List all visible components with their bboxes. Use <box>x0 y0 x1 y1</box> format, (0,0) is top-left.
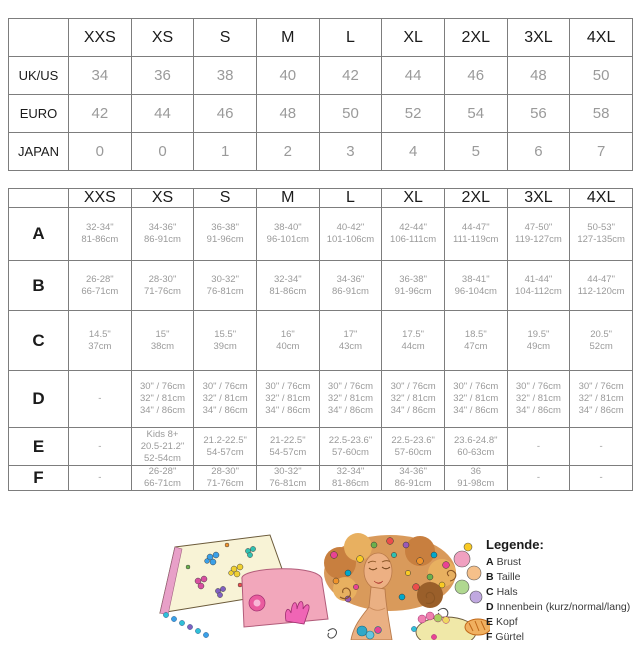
legend-key: B <box>486 571 494 583</box>
table-cell: 40 <box>256 57 319 95</box>
table-cell: 19.5" 49cm <box>507 311 570 371</box>
table-cell: 20.5" 52cm <box>570 311 633 371</box>
column-header-2xl: 2XL <box>444 19 507 57</box>
row-label: D <box>9 371 69 428</box>
table-cell: 42 <box>319 57 382 95</box>
table-row-euro <box>9 95 633 133</box>
table-cell: 50 <box>570 57 633 95</box>
table-cell: 1 <box>194 133 257 171</box>
table-cell: 28-30" 71-76cm <box>194 466 257 491</box>
table-cell: - <box>69 371 132 428</box>
table-cell: 6 <box>507 133 570 171</box>
table-cell: 50 <box>319 95 382 133</box>
table-cell: 30" / 76cm 32" / 81cm 34" / 86cm <box>131 371 194 428</box>
table-cell: 44 <box>382 57 445 95</box>
legend-item-d: D Innenbein (kurz/normal/lang) <box>486 601 631 613</box>
table-cell: 30" / 76cm 32" / 81cm 34" / 86cm <box>382 371 445 428</box>
row-label: C <box>9 311 69 371</box>
body-measurement-table <box>8 188 633 491</box>
column-header-xxs: XXS <box>69 19 132 57</box>
column-header-xl: XL <box>382 19 445 57</box>
legend-item-f: F Gürtel <box>486 631 525 643</box>
table-cell: 36 <box>131 57 194 95</box>
column-header-xxs: XXS <box>69 189 132 208</box>
row-label: UK/US <box>9 57 69 95</box>
table-cell: 15.5" 39cm <box>194 311 257 371</box>
table-cell: 30" / 76cm 32" / 81cm 34" / 86cm <box>507 371 570 428</box>
table-cell: 26-28" 66-71cm <box>131 466 194 491</box>
table-cell: 40-42" 101-106cm <box>319 208 382 261</box>
legend-key: E <box>486 616 494 628</box>
legend-key: C <box>486 586 494 598</box>
row-label: EURO <box>9 95 69 133</box>
table-cell: 56 <box>507 95 570 133</box>
table-cell: 36-38" 91-96cm <box>194 208 257 261</box>
column-header-l: L <box>319 189 382 208</box>
table-cell: 30" / 76cm 32" / 81cm 34" / 86cm <box>319 371 382 428</box>
table-cell: 41-44" 104-112cm <box>507 261 570 311</box>
table-row-b <box>9 261 633 311</box>
column-header-xs: XS <box>131 189 194 208</box>
table-row-e <box>9 428 633 466</box>
legend-title: Legende: <box>486 537 544 552</box>
column-header-l: L <box>319 19 382 57</box>
column-header-3xl: 3XL <box>507 189 570 208</box>
table-cell: 7 <box>570 133 633 171</box>
table-cell: 44-47" 112-120cm <box>570 261 633 311</box>
table-cell: 21-22.5" 54-57cm <box>256 428 319 466</box>
table-row-a <box>9 208 633 261</box>
table-row-uk-us <box>9 57 633 95</box>
table-cell: 48 <box>507 57 570 95</box>
table-cell: 22.5-23.6" 57-60cm <box>319 428 382 466</box>
table-cell: 30" / 76cm 32" / 81cm 34" / 86cm <box>444 371 507 428</box>
table-cell: 17.5" 44cm <box>382 311 445 371</box>
legend <box>486 537 638 645</box>
table-cell: 22.5-23.6" 57-60cm <box>382 428 445 466</box>
table-cell: 0 <box>69 133 132 171</box>
table-cell: 5 <box>444 133 507 171</box>
legend-item-c: C Hals <box>486 586 518 598</box>
table-cell: 34-36" 86-91cm <box>382 466 445 491</box>
table-cell: 38 <box>194 57 257 95</box>
legend-item-b: B Taille <box>486 571 521 583</box>
table-cell: 54 <box>444 95 507 133</box>
column-header-3xl: 3XL <box>507 19 570 57</box>
row-label: B <box>9 261 69 311</box>
table-cell: 58 <box>570 95 633 133</box>
column-header-m: M <box>256 189 319 208</box>
table-row-c <box>9 311 633 371</box>
table-cell: - <box>507 428 570 466</box>
column-header-m: M <box>256 19 319 57</box>
corner-cell <box>9 189 69 208</box>
column-header-xs: XS <box>131 19 194 57</box>
table-cell: - <box>507 466 570 491</box>
table-cell: - <box>570 466 633 491</box>
legend-item-a: A Brust <box>486 556 522 568</box>
table-cell: 34-36" 86-91cm <box>131 208 194 261</box>
table-cell: 42-44" 106-111cm <box>382 208 445 261</box>
table-row-f <box>9 466 633 491</box>
table-cell: 30-32" 76-81cm <box>256 466 319 491</box>
size-conversion-table <box>8 18 633 171</box>
column-header-s: S <box>194 189 257 208</box>
table-cell: 36-38" 91-96cm <box>382 261 445 311</box>
table-cell: 30" / 76cm 32" / 81cm 34" / 86cm <box>194 371 257 428</box>
table-cell: 4 <box>382 133 445 171</box>
legend-key: D <box>486 601 494 613</box>
table-cell: 18.5" 47cm <box>444 311 507 371</box>
table-cell: 32-34" 81-86cm <box>69 208 132 261</box>
table-cell: - <box>69 428 132 466</box>
table-cell: 0 <box>131 133 194 171</box>
table-cell: 42 <box>69 95 132 133</box>
row-label: JAPAN <box>9 133 69 171</box>
corner-cell <box>9 19 69 57</box>
legend-key: A <box>486 556 494 568</box>
table-cell: 15" 38cm <box>131 311 194 371</box>
table-cell: 26-28" 66-71cm <box>69 261 132 311</box>
legend-item-e: E Kopf <box>486 616 518 628</box>
table-cell: 34 <box>69 57 132 95</box>
column-header-s: S <box>194 19 257 57</box>
table-cell: 52 <box>382 95 445 133</box>
table-cell: 36 91-98cm <box>444 466 507 491</box>
table-cell: 32-34" 81-86cm <box>256 261 319 311</box>
table-cell: 30-32" 76-81cm <box>194 261 257 311</box>
table-cell: Kids 8+ 20.5-21.2" 52-54cm <box>131 428 194 466</box>
table-cell: 46 <box>194 95 257 133</box>
table-cell: 38-41" 96-104cm <box>444 261 507 311</box>
table-cell: 14.5" 37cm <box>69 311 132 371</box>
table-cell: 17" 43cm <box>319 311 382 371</box>
table-cell: 28-30" 71-76cm <box>131 261 194 311</box>
row-label: F <box>9 466 69 491</box>
table-cell: 23.6-24.8" 60-63cm <box>444 428 507 466</box>
table-cell: 3 <box>319 133 382 171</box>
row-label: E <box>9 428 69 466</box>
legend-key: F <box>486 631 493 643</box>
header-row <box>9 189 633 208</box>
table-cell: 34-36" 86-91cm <box>319 261 382 311</box>
table-cell: 46 <box>444 57 507 95</box>
table-cell: 38-40" 96-101cm <box>256 208 319 261</box>
table-cell: 47-50" 119-127cm <box>507 208 570 261</box>
column-header-4xl: 4XL <box>570 189 633 208</box>
table-cell: 50-53" 127-135cm <box>570 208 633 261</box>
column-header-4xl: 4XL <box>570 19 633 57</box>
table-cell: - <box>69 466 132 491</box>
header-row <box>9 19 633 57</box>
column-header-xl: XL <box>382 189 445 208</box>
table-cell: 21.2-22.5" 54-57cm <box>194 428 257 466</box>
table-cell: 2 <box>256 133 319 171</box>
row-label: A <box>9 208 69 261</box>
table-cell: 16" 40cm <box>256 311 319 371</box>
table-cell: 48 <box>256 95 319 133</box>
table-cell: 30" / 76cm 32" / 81cm 34" / 86cm <box>570 371 633 428</box>
column-header-2xl: 2XL <box>444 189 507 208</box>
table-cell: - <box>570 428 633 466</box>
table-cell: 30" / 76cm 32" / 81cm 34" / 86cm <box>256 371 319 428</box>
table-cell: 32-34" 81-86cm <box>319 466 382 491</box>
table-cell: 44 <box>131 95 194 133</box>
table-row-d <box>9 371 633 428</box>
table-cell: 44-47" 111-119cm <box>444 208 507 261</box>
psychedelic-illustration <box>90 533 490 640</box>
table-row-japan <box>9 133 633 171</box>
